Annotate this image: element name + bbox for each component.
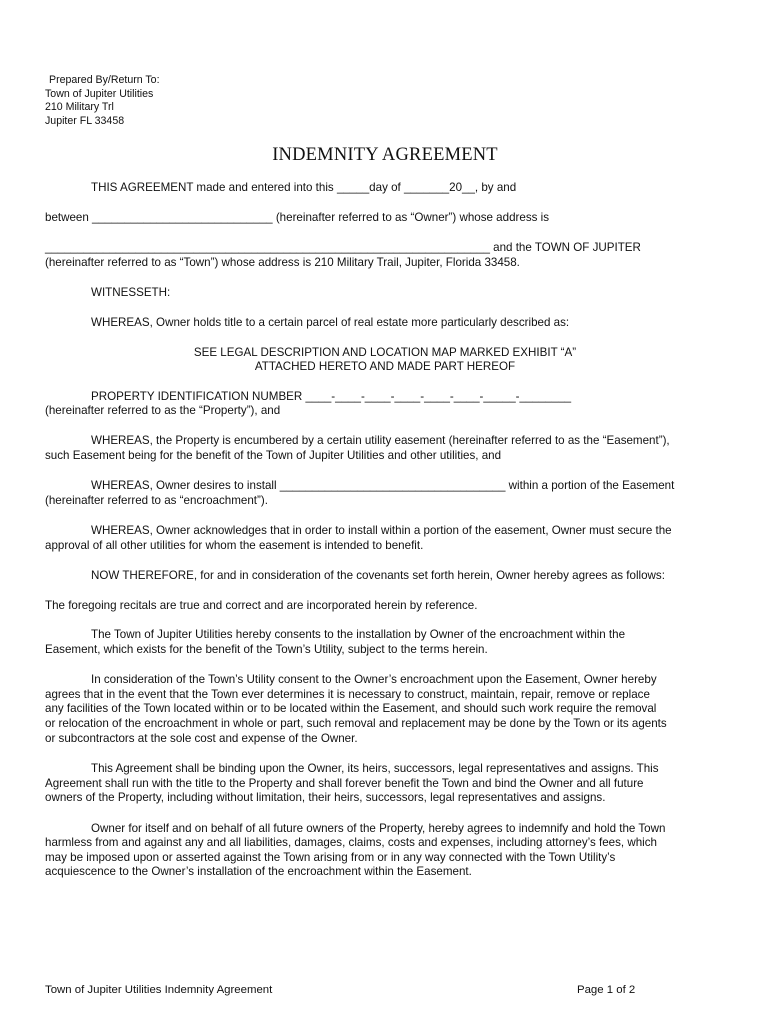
removal-clause-line-4: or relocation of the encroachment in whole or part, such removal and replacement may be done by the Town or its agents [45, 717, 667, 730]
binding-clause-line-1: This Agreement shall be binding upon the Owner, its heirs, successors, legal representatives and assigns. This [91, 762, 659, 775]
intro-line-1: THIS AGREEMENT made and entered into this _____day of _______20__, by and [91, 181, 517, 194]
intro-line-2: between ____________________________ (hereinafter referred to as “Owner”) whose address is [45, 211, 550, 224]
whereas-approval-line-2: approval of all other utilities for whom the easement is intended to benefit. [45, 539, 424, 552]
binding-clause-line-3: owners of the Property, including without limitation, their heirs, successors, legal representatives and assigns. [45, 791, 606, 804]
consent-clause-line-2: Easement, which exists for the benefit of the Town’s Utility, subject to the terms herein. [45, 643, 488, 656]
removal-clause-line-1: In consideration of the Town’s Utility consent to the Owner’s encroachment upon the Easement, Owner hereby [91, 673, 657, 686]
consent-clause-line-1: The Town of Jupiter Utilities hereby consents to the installation by Owner of the encroachment within the [91, 628, 626, 641]
return-city: Jupiter FL 33458 [45, 114, 125, 127]
indemnify-clause-line-3: may be imposed upon or asserted against the Town arising from or in any way connected with the Town Utility’s [45, 851, 616, 864]
footer-document-name: Town of Jupiter Utilities Indemnity Agreement [45, 984, 273, 996]
prepared-by-label: Prepared By/Return To: [49, 74, 160, 86]
whereas-approval-line-1: WHEREAS, Owner acknowledges that in order to install within a portion of the easement, Owner must secure the [91, 524, 672, 537]
removal-clause-line-3: any facilities of the Town located within or to be located within the Easement, and should such work require the removal [45, 702, 657, 715]
return-org: Town of Jupiter Utilities [45, 87, 154, 100]
indemnify-clause-line-4: acquiescence to the Owner’s installation of the encroachment within the Easement. [45, 865, 472, 878]
removal-clause-line-5: or subcontractors at the sole cost and expense of the Owner. [45, 732, 358, 745]
intro-line-3: _____________________________________________________________________ and the TOWN OF JUPITER [45, 241, 641, 254]
whereas-easement-line-2: such Easement being for the benefit of the Town of Jupiter Utilities and other utilities, and [45, 449, 502, 462]
indemnify-clause-line-1: Owner for itself and on behalf of all future owners of the Property, hereby agrees to indemnify and hold the Town [91, 822, 666, 835]
footer-page-number: Page 1 of 2 [577, 984, 636, 996]
return-street: 210 Military Trl [45, 101, 114, 113]
removal-clause-line-2: agrees that in the event that the Town ever determines it is necessary to construct, maintain, repair, remove or replace [45, 688, 650, 701]
binding-clause-line-2: Agreement shall run with the title to the Property and shall forever benefit the Town and bind the Owner and all future [45, 777, 644, 790]
indemnify-clause-line-2: harmless from and against any and all liabilities, damages, claims, costs and expenses, including attorney’s fees, which [45, 836, 657, 849]
whereas-install-line-2: (hereinafter referred to as “encroachment”). [45, 494, 268, 507]
whereas-install-line-1: WHEREAS, Owner desires to install ___________________________________ within a portion of the Easement [91, 479, 675, 492]
legal-description-line-1: SEE LEGAL DESCRIPTION AND LOCATION MAP MARKED EXHIBIT “A” [193, 346, 577, 359]
whereas-title: WHEREAS, Owner holds title to a certain parcel of real estate more particularly described as: [91, 316, 570, 329]
legal-description-line-2: ATTACHED HERETO AND MADE PART HEREOF [254, 360, 516, 373]
whereas-easement-line-1: WHEREAS, the Property is encumbered by a certain utility easement (hereinafter referred to as the “Easement”), [91, 434, 670, 447]
document-title: INDEMNITY AGREEMENT [272, 145, 498, 165]
recitals-clause: The foregoing recitals are true and correct and are incorporated herein by reference. [45, 599, 478, 612]
witnesseth-heading: WITNESSETH: [91, 286, 171, 299]
property-id-line: PROPERTY IDENTIFICATION NUMBER ____-____-____-____-____-____-_____-________ [91, 390, 572, 403]
now-therefore: NOW THEREFORE, for and in consideration of the covenants set forth herein, Owner hereby agrees as follows: [91, 569, 665, 582]
property-reference: (hereinafter referred to as the “Property”), and [45, 404, 281, 417]
intro-line-4: (hereinafter referred to as “Town”) whose address is 210 Military Trail, Jupiter, Florida 33458. [45, 256, 520, 269]
